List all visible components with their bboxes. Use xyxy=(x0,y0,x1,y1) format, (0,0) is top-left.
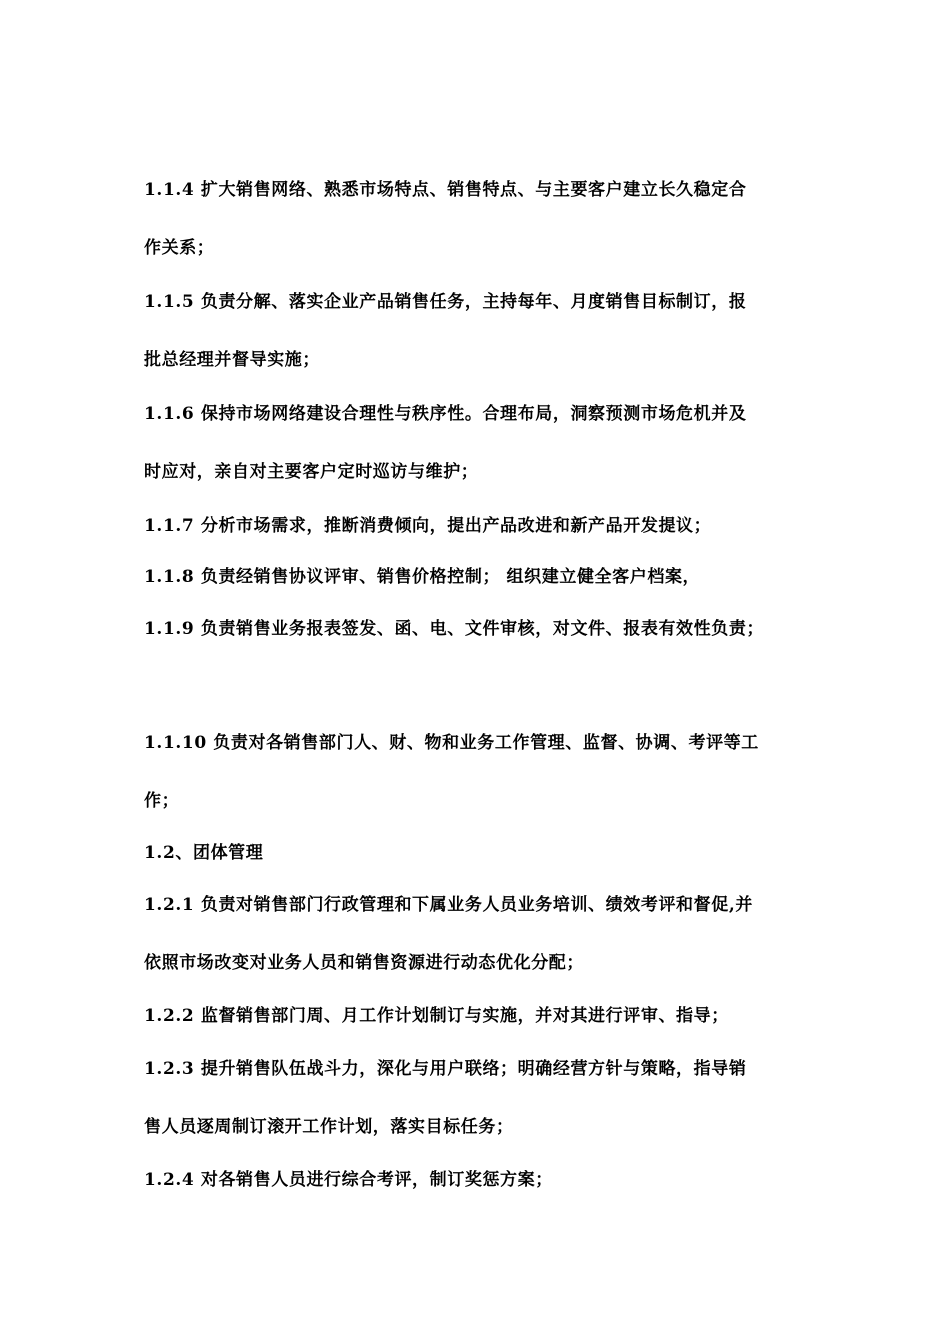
text-line: 1.2.4 对各销售人员进行综合考评，制订奖惩方案； xyxy=(144,1170,553,1190)
text-line: 1.1.6 保持市场网络建设合理性与秩序性。合理布局，洞察预测市场危机并及 xyxy=(144,404,747,424)
text-line: 批总经理并督导实施； xyxy=(144,350,320,370)
text-line: 1.1.8 负责经销售协议评审、销售价格控制； 组织建立健全客户档案， xyxy=(144,567,701,587)
text-line: 1.1.10 负责对各销售部门人、财、物和业务工作管理、监督、协调、考评等工 xyxy=(144,733,759,753)
text-line: 1.2.3 提升销售队伍战斗力，深化与用户联络；明确经营方针与策略，指导销 xyxy=(144,1059,747,1079)
text-line: 时应对，亲自对主要客户定时巡访与维护； xyxy=(144,462,479,482)
text-line: 1.1.5 负责分解、落实企业产品销售任务，主持每年、月度销售目标制订，报 xyxy=(144,292,747,312)
text-line: 1.1.9 负责销售业务报表签发、函、电、文件审核，对文件、报表有效性负责； xyxy=(144,619,765,639)
text-line: 1.2.1 负责对销售部门行政管理和下属业务人员业务培训、绩效考评和督促,并 xyxy=(144,895,753,915)
text-line: 1.1.4 扩大销售网络、熟悉市场特点、销售特点、与主要客户建立长久稳定合 xyxy=(144,180,747,200)
text-line: 售人员逐周制订滚开工作计划，落实目标任务； xyxy=(144,1117,514,1137)
section-heading: 1.2、团体管理 xyxy=(144,843,264,863)
text-line: 作； xyxy=(144,791,180,811)
text-line: 依照市场改变对业务人员和销售资源进行动态优化分配； xyxy=(144,953,584,973)
text-line: 作关系； xyxy=(144,238,215,258)
text-line: 1.2.2 监督销售部门周、月工作计划制订与实施，并对其进行评审、指导； xyxy=(144,1006,729,1026)
text-line: 1.1.7 分析市场需求，推断消费倾向，提出产品改进和新产品开发提议； xyxy=(144,516,712,536)
